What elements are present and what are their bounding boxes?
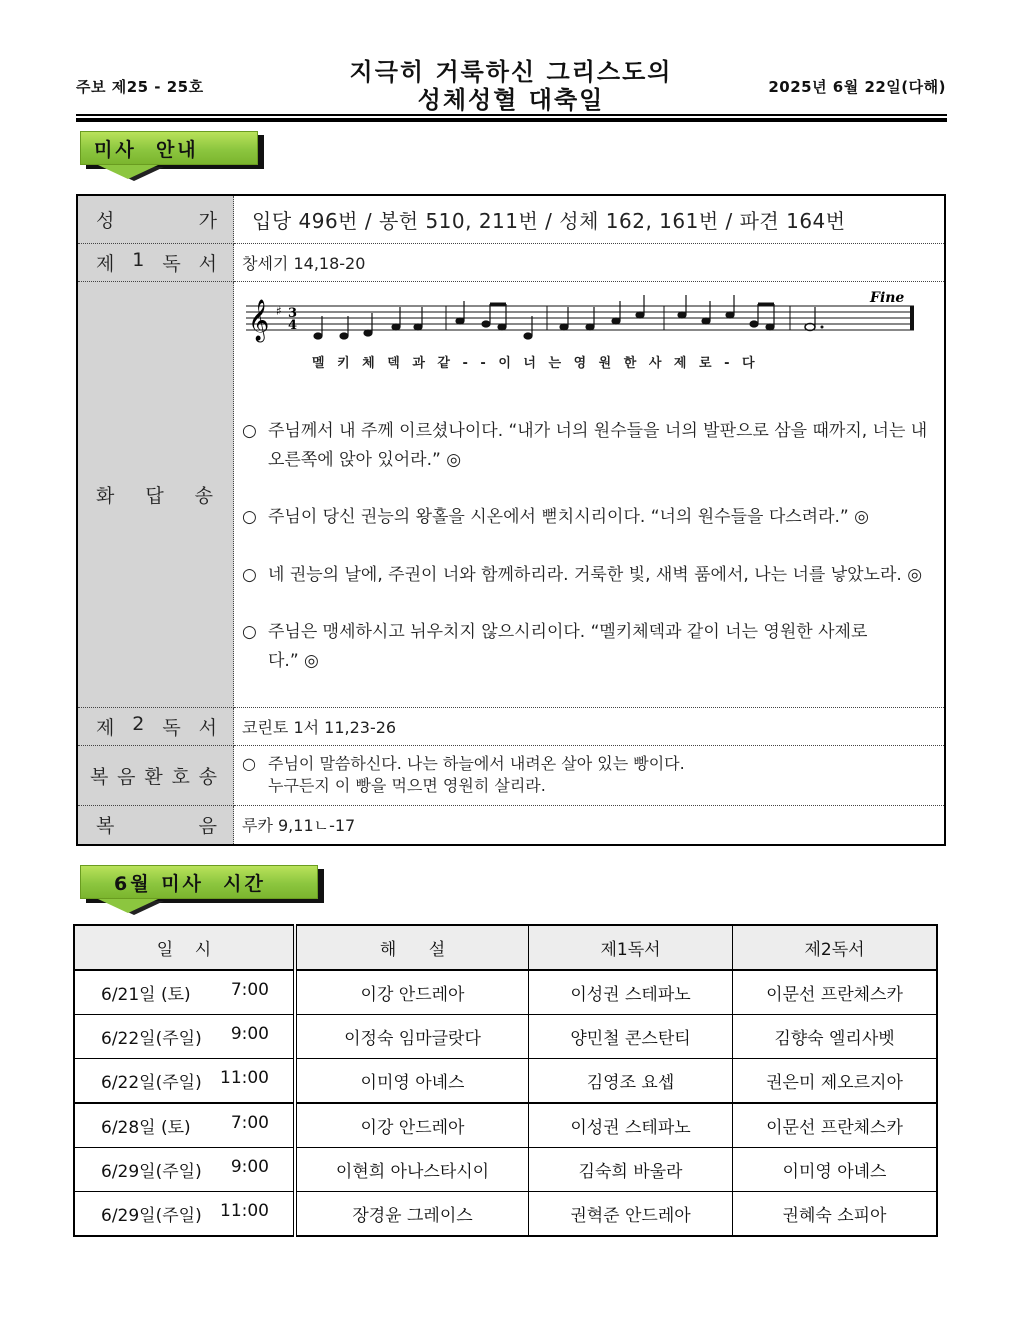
cell-reader2: 권혜숙 소피아: [733, 1192, 938, 1237]
time-text: 7:00: [230, 1113, 269, 1133]
header-rule-thin: [76, 114, 947, 116]
acclamation-line-2: 누구든지 이 빵을 먹으면 영원히 살리라.: [268, 776, 546, 795]
label-char: 독: [162, 716, 181, 739]
banner-label: 6월 미사 시간: [114, 873, 266, 895]
label-char: 제: [96, 252, 115, 275]
table-row: [74, 1192, 937, 1237]
label-char: 서: [198, 252, 217, 275]
verse-text: 주님이 당신 권능의 왕홀을 시온에서 뻗치시리이다. “너의 원수들을 다스려라.” ◎: [268, 506, 869, 527]
mass-guide-banner: [80, 131, 258, 165]
time-text: 9:00: [230, 1024, 269, 1044]
cell-datetime: [74, 970, 295, 1015]
label-char: 음: [117, 765, 136, 788]
date-text: 6/29일(주일): [101, 1206, 202, 1226]
col-reader1: 제1독서: [529, 925, 733, 970]
table-row: [74, 1015, 937, 1059]
cell-reader1: 이성권 스테파노: [529, 1103, 733, 1148]
label-reading2: [77, 707, 234, 745]
cell-reader1: 권혁준 안드레아: [529, 1192, 733, 1237]
cell-commentary: 이강 안드레아: [295, 1103, 529, 1148]
table-row: [74, 1059, 937, 1104]
label-char: 복: [90, 765, 109, 788]
svg-text:𝄞: 𝄞: [248, 299, 270, 341]
cell-reader1: 김영조 요셉: [529, 1059, 733, 1104]
title-line-1: 지극히 거룩하신 그리스도의: [349, 58, 673, 86]
label-char: 2: [132, 712, 145, 735]
label-char: 성: [96, 209, 115, 232]
label-char: 답: [145, 484, 164, 507]
verse-text: 네 권능의 날에, 주권이 너와 함께하리라. 거룩한 빛, 새벽 품에서, 나는 너를 낳았노라. ◎: [268, 564, 923, 585]
gospel-acclamation-text: [234, 745, 946, 805]
row-psalm: [77, 281, 945, 707]
cell-datetime: [74, 1148, 295, 1192]
cell-commentary: 장경윤 그레이스: [295, 1192, 529, 1237]
cell-reader2: 김향숙 엘리사벳: [733, 1015, 938, 1059]
circle-bullet-icon: ○: [242, 420, 257, 441]
mass-schedule-table: [73, 924, 938, 1237]
psalm-lyrics: 멜 키 체 덱 과 같 - - 이 너 는 영 원 한 사 제 로 - 다: [312, 355, 757, 371]
label-char: 1: [132, 248, 145, 271]
circle-bullet-icon: ○: [242, 506, 257, 527]
psalm-verse: [242, 561, 936, 590]
banner-arrow-icon: [98, 165, 158, 179]
banner-arrow-icon: [98, 899, 158, 913]
cell-reader2: 권은미 제오르지아: [733, 1059, 938, 1104]
time-text: 9:00: [230, 1157, 269, 1177]
label-char: 가: [198, 209, 217, 232]
col-commentary: 해 설: [295, 925, 529, 970]
cell-reader1: 김숙희 바울라: [529, 1148, 733, 1192]
bulletin-date: 2025년 6월 22일(다해): [768, 78, 946, 96]
label-char: 복: [96, 815, 115, 838]
label-psalm: [77, 281, 234, 707]
psalm-verse: [242, 618, 936, 676]
title-line-2: 성체성혈 대축일: [417, 86, 605, 114]
date-text: 6/22일(주일): [101, 1073, 202, 1093]
cell-datetime: [74, 1192, 295, 1237]
psalm-verses: [242, 417, 944, 682]
label-gospel-acclamation: [77, 745, 234, 805]
verse-text: 주님은 맹세하시고 뉘우치지 않으시리이다. “멜키체덱과 같이 너는 영원한 사제로다.” ◎: [268, 621, 868, 671]
cell-reader1: 이성권 스테파노: [529, 970, 733, 1015]
verse-text: 주님께서 내 주께 이르셨나이다. “내가 너의 원수들을 너의 발판으로 삼을 때까지, 너는 내 오른쪽에 앉아 있어라.” ◎: [268, 420, 928, 470]
cell-commentary: 이강 안드레아: [295, 970, 529, 1015]
label-char: 환: [144, 765, 163, 788]
time-text: 11:00: [220, 1201, 269, 1221]
svg-text:Fine: Fine: [870, 289, 905, 306]
col-reader2: 제2독서: [733, 925, 938, 970]
label-char: 호: [171, 765, 190, 788]
row-reading1: [77, 243, 945, 281]
cell-reader2: 이미영 아녜스: [733, 1148, 938, 1192]
label-char: 독: [162, 252, 181, 275]
psalm-score: [242, 282, 944, 402]
page-title: [276, 58, 746, 114]
music-staff-icon: [246, 288, 921, 350]
label-char: 제: [96, 716, 115, 739]
schedule-banner: [80, 865, 318, 899]
circle-bullet-icon: ○: [242, 754, 256, 773]
svg-text:4: 4: [288, 317, 298, 333]
cell-reader1: 양민철 콘스탄티: [529, 1015, 733, 1059]
issue-number: 주보 제25 - 25호: [76, 78, 204, 96]
cell-commentary: 이정숙 임마글랏다: [295, 1015, 529, 1059]
circle-bullet-icon: ○: [242, 621, 257, 642]
gospel-reference: 루카 9,11ㄴ-17: [242, 816, 356, 836]
cell-commentary: 이미영 아녜스: [295, 1059, 529, 1104]
cell-datetime: [74, 1103, 295, 1148]
label-hymn: [77, 195, 234, 243]
label-char: 음: [198, 815, 217, 838]
acclamation-line-1: 주님이 말씀하신다. 나는 하늘에서 내려온 살아 있는 빵이다.: [268, 754, 685, 773]
date-text: 6/21일 (토): [101, 985, 191, 1005]
time-text: 7:00: [230, 980, 269, 1000]
date-text: 6/28일 (토): [101, 1118, 191, 1138]
label-reading1: [77, 243, 234, 281]
schedule-header-row: [74, 925, 937, 970]
date-text: 6/22일(주일): [101, 1029, 202, 1049]
banner-label: 미사 안내: [94, 139, 199, 161]
cell-commentary: 이현희 아나스타시이: [295, 1148, 529, 1192]
table-row: [74, 970, 937, 1015]
row-hymn: [77, 195, 945, 243]
cell-datetime: [74, 1059, 295, 1104]
cell-reader2: 이문선 프란체스카: [733, 970, 938, 1015]
svg-text:3: 3: [288, 305, 298, 321]
reading2-reference: 코린토 1서 11,23-26: [234, 707, 946, 745]
time-text: 11:00: [220, 1068, 269, 1088]
reading1-reference: 창세기 14,18-20: [234, 243, 946, 281]
hymn-numbers: 입당 496번 / 봉헌 510, 211번 / 성체 162, 161번 / 파견 164번: [234, 195, 946, 243]
label-char: 화: [96, 484, 115, 507]
psalm-verse: [242, 503, 936, 532]
psalm-verse: [242, 417, 936, 475]
mass-guide-table: [76, 194, 946, 846]
row-gospel: [77, 805, 945, 845]
row-gospel-acclamation: [77, 745, 945, 805]
table-row: [74, 1148, 937, 1192]
row-reading2: [77, 707, 945, 745]
bulletin-header: [76, 56, 946, 116]
header-rule-thick: [76, 118, 947, 122]
cell-datetime: [74, 1015, 295, 1059]
col-datetime: 일 시: [74, 925, 295, 970]
svg-text:♯: ♯: [276, 303, 282, 318]
psalm-content: [234, 281, 946, 707]
table-row: [74, 1103, 937, 1148]
label-char: 송: [198, 765, 217, 788]
date-text: 6/29일(주일): [101, 1162, 202, 1182]
circle-bullet-icon: ○: [242, 564, 257, 585]
cell-reader2: 이문선 프란체스카: [733, 1103, 938, 1148]
label-gospel: [77, 805, 234, 845]
label-char: 송: [194, 484, 213, 507]
label-char: 서: [198, 716, 217, 739]
